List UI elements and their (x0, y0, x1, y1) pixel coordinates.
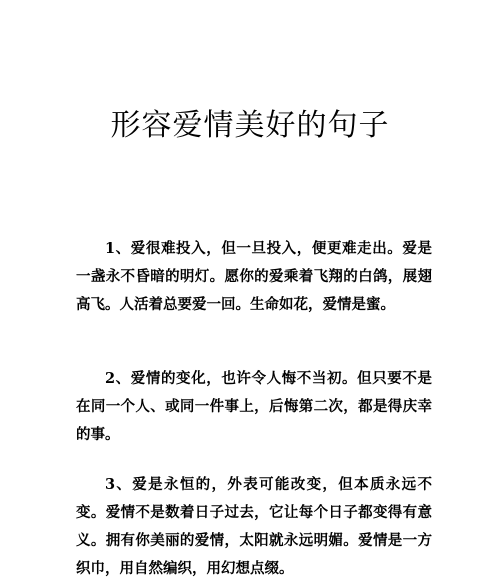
paragraph-1: 1、爱很难投入，但一旦投入，便更难走出。爱是一盏永不昏暗的明灯。愿你的爱乘着飞翔的白鸽，展翅高飞。人活着总要爱一回。生命如花，爱情是蜜。 (76, 239, 432, 313)
paragraph-3: 3、爱是永恒的，外表可能改变，但本质永远不变。爱情不是数着日子过去，它让每个日子都变得有意义。拥有你美丽的爱情，太阳就永远明媚。爱情是一方织巾，用自然编织，用幻想点缀。 (76, 475, 432, 577)
page-title: 形容爱情美好的句子 (110, 108, 390, 144)
paragraph-2: 2、爱情的变化，也许令人悔不当初。但只要不是在同一个人、或同一件事上，后悔第二次，都是得庆幸的事。 (76, 369, 432, 443)
